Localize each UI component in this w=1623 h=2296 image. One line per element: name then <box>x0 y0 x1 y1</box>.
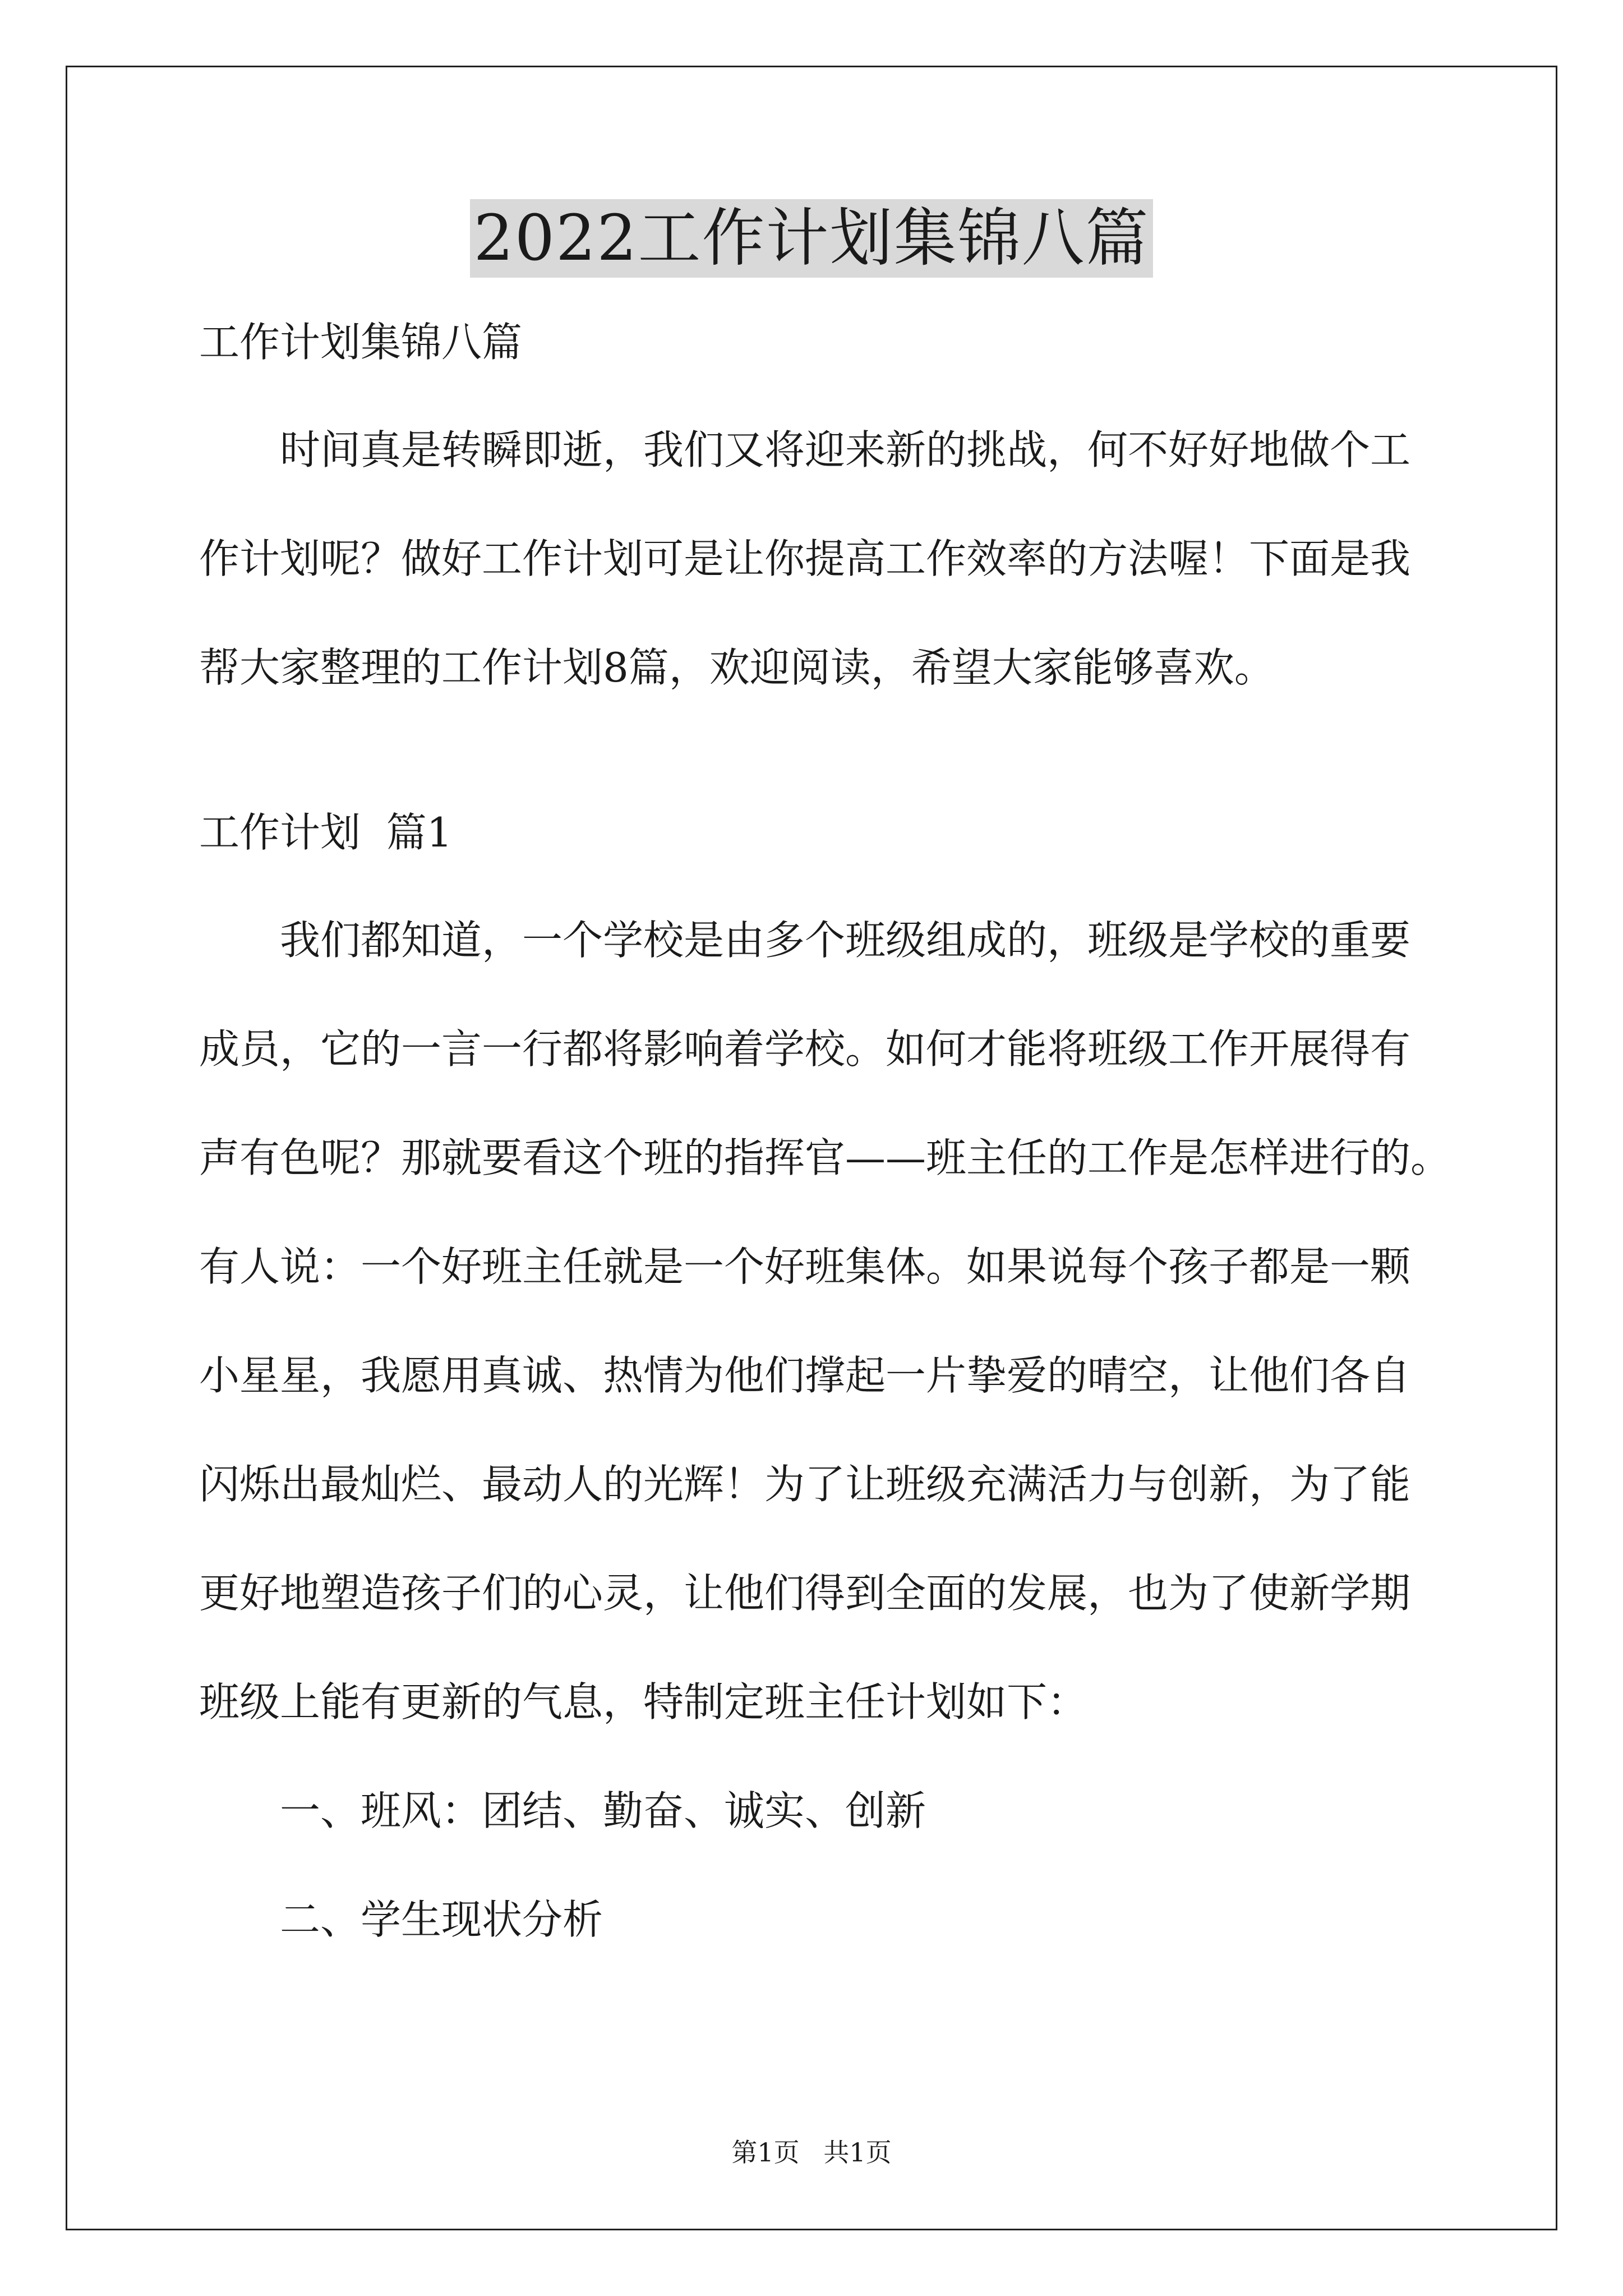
section-1-line-1: 我们都知道，一个学校是由多个班级组成的，班级是学校的重要 <box>280 917 1411 964</box>
document-title-text: 2022工作计划集锦八篇 <box>470 199 1152 278</box>
page-footer <box>0 2136 1623 2169</box>
intro-line-1: 时间真是转瞬即逝，我们又将迎来新的挑战，何不好好地做个工 <box>280 426 1411 473</box>
list-item-2: 二、学生现状分析 <box>280 1896 603 1943</box>
list-item-1: 一、班风：团结、勤奋、诚实、创新 <box>280 1787 926 1834</box>
section-1-line-7: 更好地塑造孩子们的心灵，让他们得到全面的发展，也为了使新学期 <box>199 1570 1411 1617</box>
section-1-line-8: 班级上能有更新的气息，特制定班主任计划如下： <box>199 1678 1088 1726</box>
section-1-paragraph <box>199 912 1455 1730</box>
section-1-line-5: 小星星，我愿用真诚、热情为他们撑起一片挚爱的晴空，让他们各自 <box>199 1352 1411 1399</box>
section-1-line-3: 声有色呢？那就要看这个班的指挥官——班主任的工作是怎样进行的。 <box>199 1134 1451 1181</box>
page-total: 共1页 <box>823 2137 892 2168</box>
page-number: 第1页 <box>731 2137 800 2168</box>
section-1-line-6: 闪烁出最灿烂、最动人的光辉！为了让班级充满活力与创新，为了能 <box>199 1461 1411 1508</box>
intro-line-2: 作计划呢？做好工作计划可是让你提高工作效率的方法喔！下面是我 <box>199 535 1411 582</box>
intro-line-3: 帮大家整理的工作计划8篇，欢迎阅读，希望大家能够喜欢。 <box>199 644 1275 691</box>
section-1-line-2: 成员，它的一言一行都将影响着学校。如何才能将班级工作开展得有 <box>199 1025 1411 1073</box>
intro-paragraph <box>199 422 1455 696</box>
document-subtitle: 工作计划集锦八篇 <box>199 319 523 366</box>
section-1-line-4: 有人说：一个好班主任就是一个好班集体。如果说每个孩子都是一颗 <box>199 1243 1411 1290</box>
section-1-heading: 工作计划 篇1 <box>199 809 453 856</box>
document-body <box>199 314 1455 1948</box>
document-title <box>0 199 1623 278</box>
